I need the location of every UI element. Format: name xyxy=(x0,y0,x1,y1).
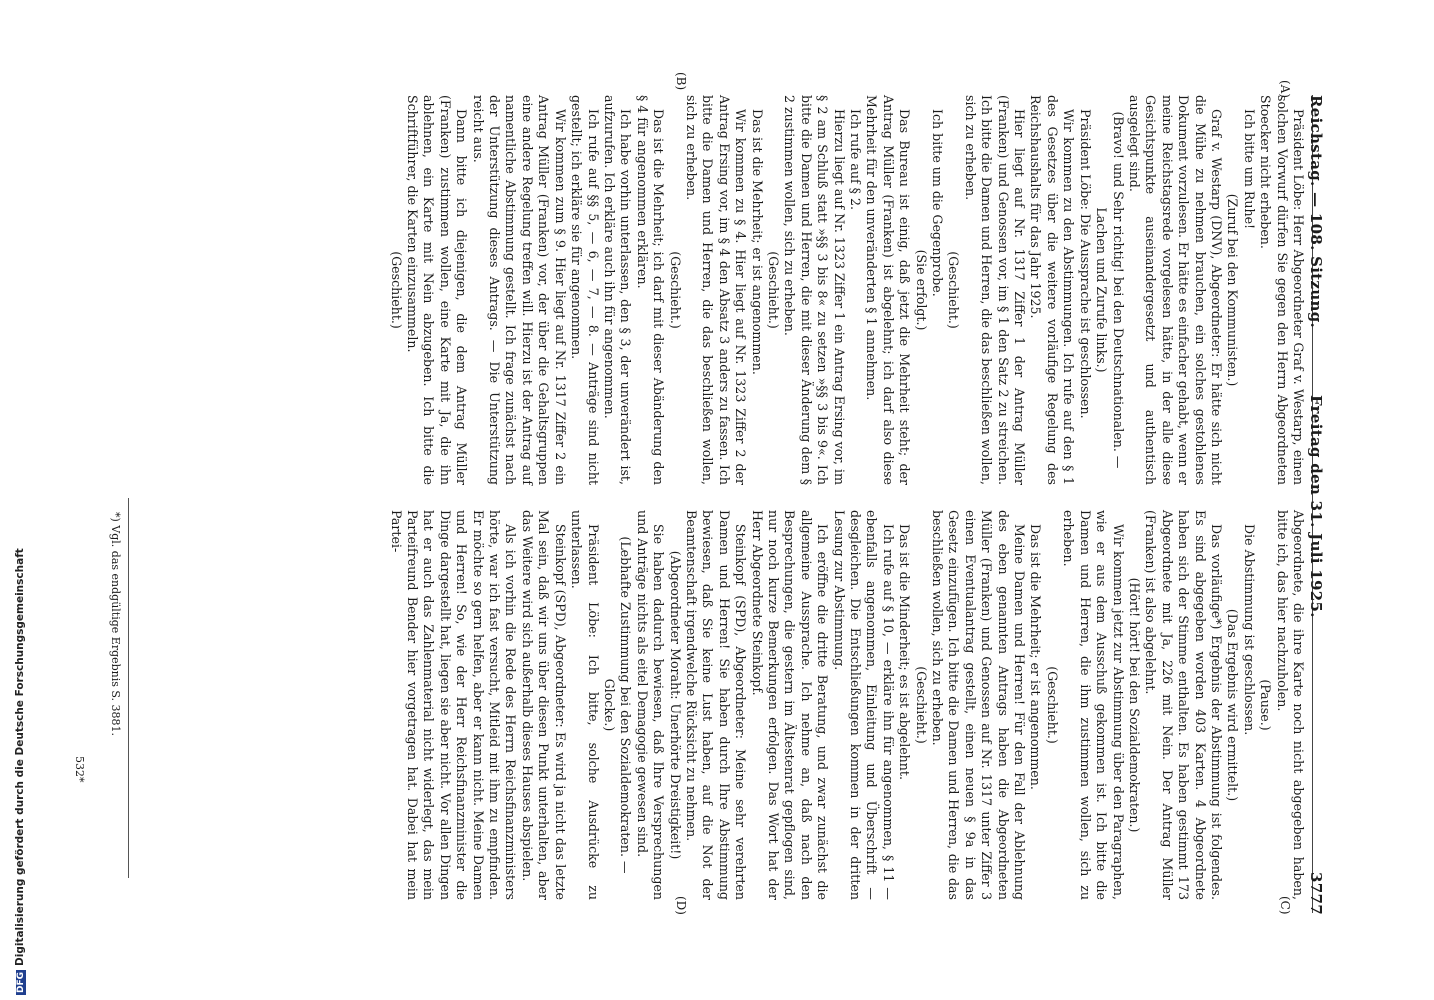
header-page-number: 3777 xyxy=(1307,872,1325,915)
right-column-paragraph: (Lebhafte Zustimmung bei den Sozialdemokraten. — Glocke.) xyxy=(601,536,634,874)
right-text-column xyxy=(387,510,1306,900)
footnote-rule xyxy=(128,498,129,878)
left-column-paragraph: (Geschieht.) xyxy=(766,251,781,329)
margin-letter-c: (C) xyxy=(1278,896,1292,915)
header-session: Reichstag. — 108. Sitzung. xyxy=(1307,95,1325,329)
left-column-paragraph: Das ist die Mehrheit; ich darf mit dieser Abänderung den § 4 für angenommen erklären. xyxy=(634,95,667,485)
right-column-paragraph: Präsident Löbe: Ich bitte, solche Ausdrücke zu unterlassen. xyxy=(569,510,601,900)
right-column-paragraph: Abgeordnete, die ihre Karte noch nicht abgegeben haben, bitte ich, das hier nachzuholen. xyxy=(1274,510,1306,900)
right-column-paragraph: (Geschieht.) xyxy=(1044,666,1060,744)
header-date: Freitag den 31. Juli 1925. xyxy=(1307,395,1325,618)
left-column-paragraph: Das ist die Mehrheit; er ist angenommen. xyxy=(749,109,765,375)
left-column-paragraph: (Geschieht.) xyxy=(388,251,404,329)
funding-sidebar xyxy=(14,548,26,995)
right-column-paragraph: Die Abstimmung ist geschlossen. xyxy=(1241,524,1257,736)
left-column-paragraph: Graf v. Westarp (DNV), Abgeordneter: Er hätte sich nicht die Mühe zu nehmen brauchen, ein solches gestohlenes Dokument vorzulesen. Er hätte es einfacher gehabt, wenn er meine Reichstagsrede vorgelesen hätte, in der alle diese Gesichtspunkte auseinandergesetzt und authentisch ausgelegt sind. xyxy=(1126,95,1224,485)
margin-letter-a: (A) xyxy=(1278,80,1292,99)
right-column-paragraph: Steinkopf (SPD), Abgeordneter: Es wird ja nicht das letzte Mal sein, daß wir uns über diesen Punkt unterhalten, aber das Weitere wird sich außerhalb dieses Hauses abspielen. xyxy=(519,510,568,900)
right-column-paragraph: Das vorläufige*) Ergebnis der Abstimmung ist folgendes. Es sind abgegeben worden 403 Karten. 4 Abgeordnete haben sich der Stimme enthalten. Es haben gestimmt 173 Abgeordnete mit Ja, 226 mit Nein. Der Antrag Müller (Franken) ist also abgelehnt. xyxy=(1143,510,1224,900)
left-column-paragraph: Präsident Löbe: Die Aussprache ist geschlossen. xyxy=(1077,109,1093,419)
footnote: *) Vgl. das endgültige Ergebnis S. 3881. xyxy=(109,512,122,737)
left-column-paragraph: Ich habe vorhin unterlassen, den § 3, der unverändert ist, aufzurufen. Ich erkläre auch ihn für angenommen. xyxy=(601,95,634,485)
left-column-paragraph: (Zuruf bei den Kommunisten.) xyxy=(1225,193,1241,387)
right-column-paragraph: Steinkopf (SPD), Abgeordneter: Meine sehr verehrten Damen und Herren! Sie haben durch Ihre Abstimmung bewiesen, daß Sie keine Lust haben, auf die Not der Beamtenschaft irgendwelche Rücksicht zu nehmen. xyxy=(683,510,749,900)
margin-letter-d: (D) xyxy=(674,896,688,915)
left-column-paragraph: Ich bitte um Ruhe! xyxy=(1241,109,1257,230)
funding-text: Digitalisierung gefördert durch die Deutsche Forschungsgemeinschaft xyxy=(14,548,26,966)
left-column-paragraph: Ich rufe auf § 2. xyxy=(848,109,864,210)
right-column-paragraph: Als ich vorhin die Rede des Herrn Reichsfinanzministers hörte, war ich fast versucht, Mitleid mit ihm zu empfinden. Er möchte so gern helfen, aber er kann nicht. Meine Damen und Herren! So, wie der Herr Reichsfinanzminister die Dinge dargestellt hat, liegen sie aber nicht. Vor allen Dingen hat er auch das Zahlenmaterial nicht widerlegt, das mein Parteifreund Bender hier vorgetragen hat. Dabei hat mein Partei- xyxy=(388,510,519,900)
dfg-logo: DFG xyxy=(16,971,26,993)
left-column-paragraph: Das Bureau ist einig, daß jetzt die Mehrheit steht; der Antrag Müller (Franken) ist abgelehnt; ich darf also diese Mehrheit für den unveränderten § 1 annehmen. xyxy=(864,95,913,485)
right-column-paragraph: Ich eröffne die dritte Beratung, und zwar zunächst die allgemeine Aussprache. Ich nehme an, daß nach den Besprechungen, die gestern im Ältestenrat gepflogen sind, nur noch kurze Bemerkungen erfolgen. Das Wort hat der Herr Abgeordnete Steinkopf. xyxy=(749,510,831,900)
left-column-paragraph: Ich rufe auf §§ 5, — 6, — 7, — 8. — Anträge sind nicht gestellt; ich erkläre sie für angenommen. xyxy=(569,95,601,485)
right-column-paragraph: (Geschieht.) xyxy=(913,666,929,744)
left-column-paragraph: Hierzu liegt auf Nr. 1323 Ziffer 1 ein Antrag Ersing vor, im § 2 am Schluß statt »§§ 3 bis 8« zu setzen »§§ 3 bis 9«. Ich bitte die Damen und Herren, die mit dieser Änderung dem § 2 zustimmen wollen, sich zu erheben. xyxy=(782,95,847,485)
left-column-paragraph: Wir kommen zu den Abstimmungen. Ich rufe auf den § 1 des Gesetzes über die weitere vorläufige Regelung des Reichshaushalts für das Jahr 1925. xyxy=(1028,95,1077,485)
right-column-paragraph: Das ist die Minderheit; es ist abgelehnt. xyxy=(897,524,913,780)
left-column-paragraph: Präsident Löbe: Herr Abgeordneter Graf v. Westarp, einen solchen Vorwurf dürfen Sie gegen den Herrn Abgeordneten Stoecker nicht erheben. xyxy=(1258,95,1306,485)
right-column-paragraph: Ich rufe auf § 10, — erkläre ihn für angenommen, § 11 — ebenfalls angenommen, Einleitung und Überschrift — desgleichen. Die Entschließungen kommen in der dritten Lesung zur Abstimmung. xyxy=(831,510,896,900)
left-column-paragraph: (Geschieht.) xyxy=(946,251,962,329)
right-column-paragraph: Das ist die Mehrheit; er ist angenommen. xyxy=(1028,524,1044,790)
right-column-paragraph: Wir kommen jetzt zur Abstimmung über den Paragraphen, wie er aus dem Ausschuß gekommen ist. Ich bitte die Damen und Herren, die ihm zustimmen wollen, sich zu erheben. xyxy=(1061,510,1126,900)
left-text-column xyxy=(387,95,1306,485)
left-column-paragraph: Wir kommen zum § 9. Hier liegt auf Nr. 1317 Ziffer 2 ein Antrag Müller (Franken) vor, der über die Gehaltsgruppen eine andere Regelung treffen will. Hierzu ist der Antrag auf namentliche Abstimmung gestellt. Ich frage zunächst nach der Unterstützung dieses Antrags. — Die Unterstützung reicht aus. xyxy=(470,95,568,485)
left-column-paragraph: (Sie erfolgt.) xyxy=(913,249,929,331)
margin-letter-b: (B) xyxy=(674,72,688,91)
right-column-paragraph: Sie haben dadurch bewiesen, daß Ihre Versprechungen und Anträge nichts als eitel Demagogie gewesen sind. xyxy=(634,510,667,900)
left-column-paragraph: Dann bitte ich diejenigen, die dem Antrag Müller (Franken) zustimmen wollen, eine Karte mit Ja, die ihn ablehnen, ein Karte mit Nein abzugeben. Ich bitte die Schriftführer, die Karten einzusammeln. xyxy=(405,95,470,485)
left-column-paragraph: Ich bitte um die Gegenprobe. xyxy=(930,109,946,297)
right-column-paragraph: (Das Ergebnis wird ermittelt.) xyxy=(1225,608,1241,802)
left-column-paragraph: Hier liegt auf Nr. 1317 Ziffer 1 der Antrag Müller (Franken) und Genossen vor, im § 1 den Satz 2 zu streichen. Ich bitte die Damen und Herren, die das beschließen wollen, sich zu erheben. xyxy=(962,95,1028,485)
right-column-paragraph: (Hört! hört! bei den Sozialdemokraten.) xyxy=(1126,577,1142,833)
left-column-paragraph: (Geschieht.) xyxy=(667,251,683,329)
left-column-paragraph: Wir kommen zu § 4. Hier liegt auf Nr. 1323 Ziffer 2 der Antrag Ersing vor, im § 4 den Absatz 3 anders zu fassen. Ich bitte die Damen und Herren, die das beschließen wollen, sich zu erheben. xyxy=(683,95,749,485)
archive-page-number: 532* xyxy=(73,756,86,783)
right-column-paragraph: (Abgeordneter Moraht: Unerhörte Dreistigkeit!) xyxy=(667,550,683,860)
left-column-paragraph: (Bravo! und Sehr richtig! bei den Deutschnationalen. — Lachen und Zurufe links.) xyxy=(1094,111,1126,469)
right-column-paragraph: (Pause.) xyxy=(1258,679,1274,731)
right-column-paragraph: Meine Damen und Herren! Für den Fall der Ablehnung des eben genannten Antrags haben die Abgeordneten Müller (Franken) und Genossen auf Nr. 1317 unter Ziffer 3 einen Eventualantrag gestellt, einen neuen § 9a in das Gesetz einzufügen. Ich bitte die Damen und Herren, die das beschließen wollen, sich zu erheben. xyxy=(930,510,1028,900)
